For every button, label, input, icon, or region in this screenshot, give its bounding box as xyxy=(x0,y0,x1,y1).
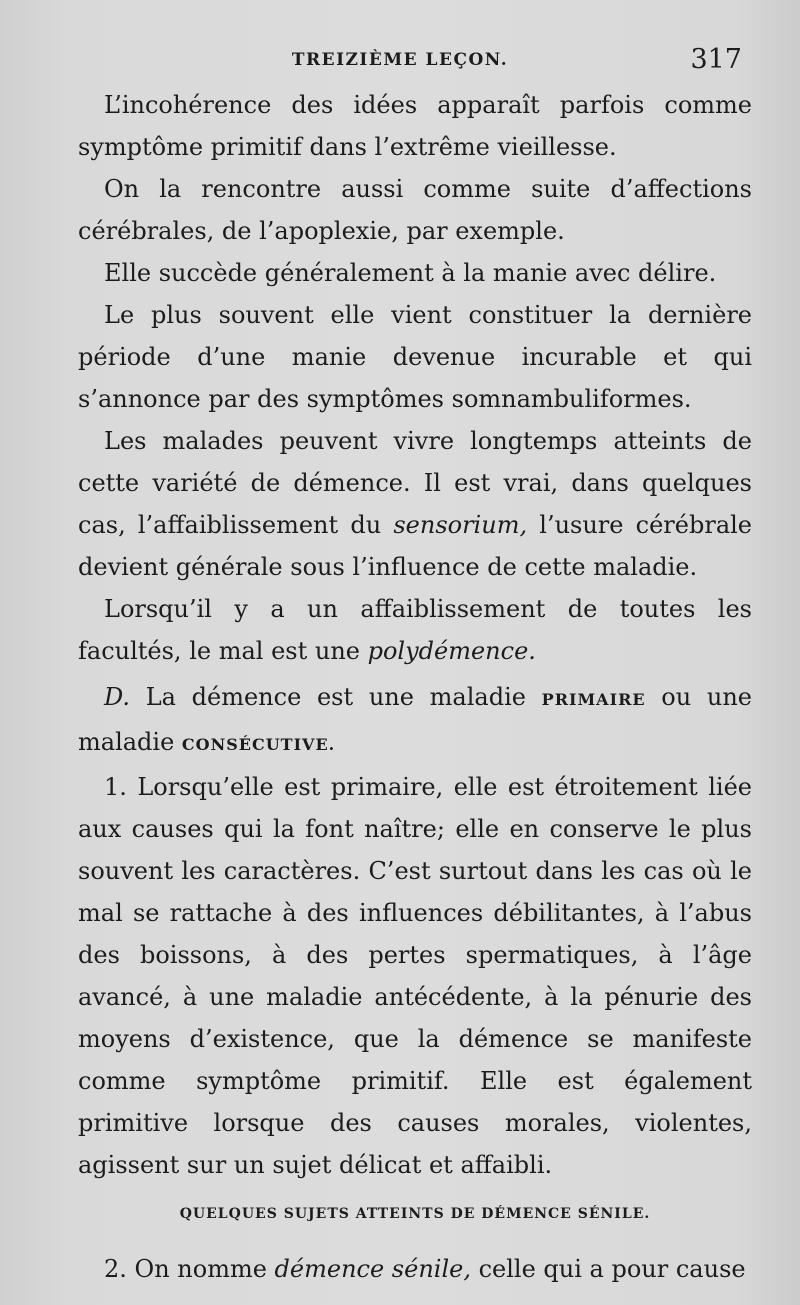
paragraph-7-text-b: ou une maladie xyxy=(78,683,752,756)
body-text xyxy=(78,84,752,1290)
section-label-d: D. xyxy=(104,683,131,711)
consecutive-small-caps: CONSÉCUTIVE. xyxy=(181,735,336,754)
section-caption: QUELQUES SUJETS ATTEINTS DE DÉMENCE SÉNILE. xyxy=(179,1206,651,1222)
paragraph-8: 1. Lorsqu’elle est primaire, elle est étroitement liée aux causes qui la font naître; elle en conserve le plus souvent les caractères. C’est surtout dans les cas où le mal se rattache à des influences débilitantes, à l’abus des boissons, à des pertes spermatiques, à l’âge avancé, à une maladie antécédente, à la pénurie des moyens d’existence, que la démence se manifeste comme symptôme primitif. Elle est également primitive lorsque des causes morales, violentes, agissent sur un sujet délicat et affaibli. xyxy=(78,773,752,1179)
paragraph-6-text: Lorsqu’il y a un affaiblissement de toutes les facultés, le mal est une xyxy=(78,595,752,665)
running-head xyxy=(0,44,800,84)
paragraph-5-text-b: l’usure cérébrale devient générale sous l’influence de cette maladie. xyxy=(78,511,753,581)
paragraph-6-emphasis: polydémence. xyxy=(367,637,536,665)
paragraph-4: Le plus souvent elle vient constituer la dernière période d’une manie devenue incurable et qui s’annonce par des symptômes somnambuliformes. xyxy=(78,301,752,413)
paragraph-1: L’incohérence des idées apparaît parfois comme symptôme primitif dans l’extrême vieillesse. xyxy=(78,91,752,161)
paragraph-9 xyxy=(78,1248,752,1290)
paragraph-5-text-a: Les malades peuvent vivre longtemps atteints de cette variété de démence. Il est vrai, dans quelques cas, l’affaiblissement du xyxy=(78,427,752,539)
running-title: TREIZIÈME LEÇON. xyxy=(291,50,509,70)
paragraph-5-emphasis: sensorium, xyxy=(393,511,528,539)
paragraph-9-text-a: 2. On nomme xyxy=(104,1255,275,1283)
paragraph-7 xyxy=(78,676,752,766)
paragraph-9-emphasis: démence sénile, xyxy=(274,1255,471,1283)
paragraph-2: On la rencontre aussi comme suite d’affections cérébrales, de l’apoplexie, par exemple. xyxy=(78,175,752,245)
page-number: 317 xyxy=(690,44,742,75)
paragraph-6 xyxy=(78,588,752,672)
paragraph-9-text-b: celle qui a pour cause xyxy=(470,1255,746,1283)
primaire-small-caps: PRIMAIRE xyxy=(541,690,646,709)
paragraph-5 xyxy=(78,420,752,588)
paragraph-3: Elle succède généralement à la manie avec délire. xyxy=(104,259,717,287)
paragraph-7-text-a: La démence est une maladie xyxy=(130,683,542,711)
